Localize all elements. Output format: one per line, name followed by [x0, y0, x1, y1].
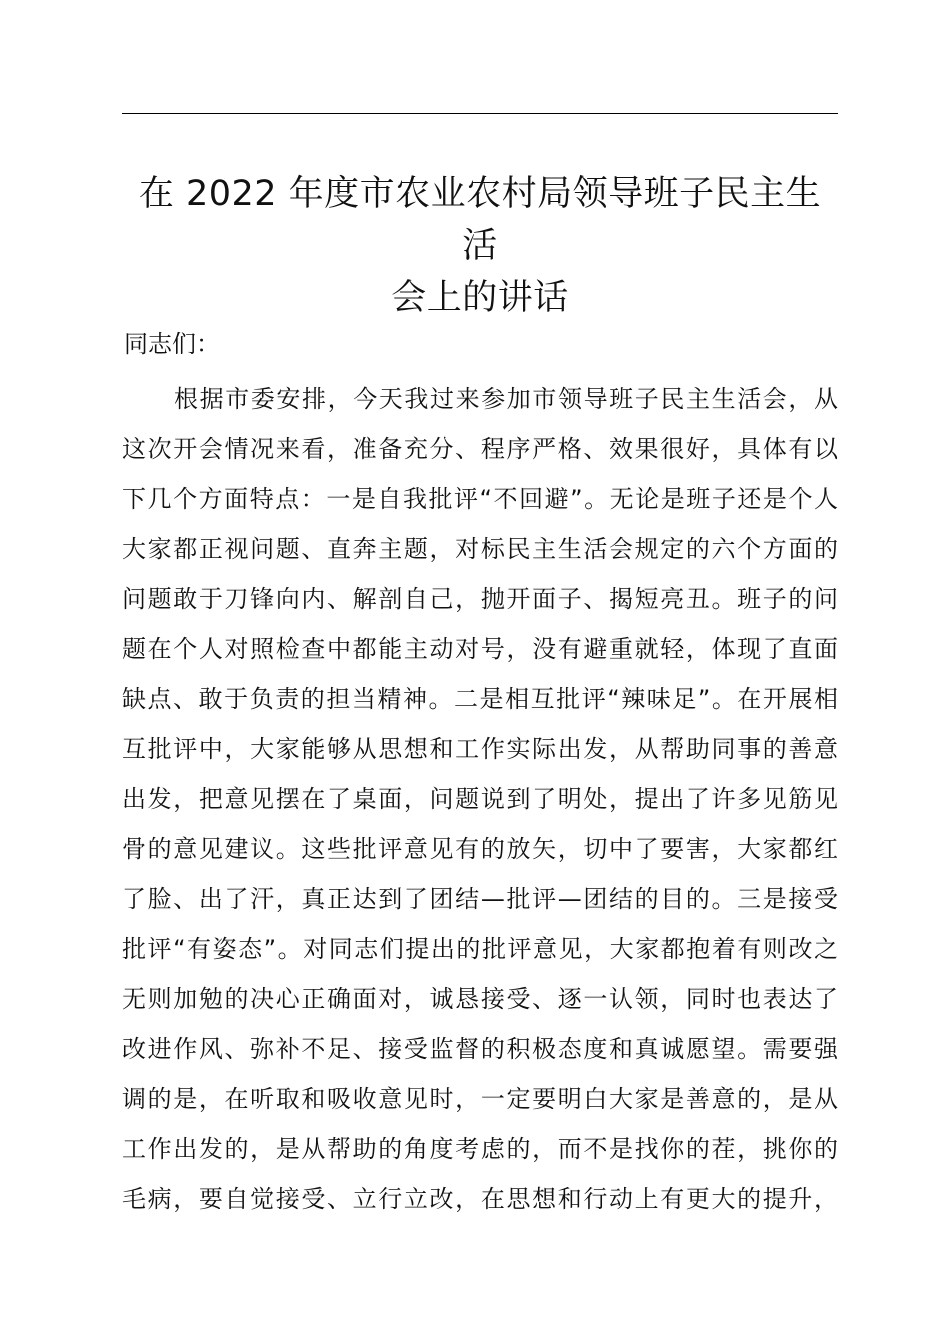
title-line-2: 会上的讲话 — [391, 278, 569, 318]
title-line-1: 在 2022 年度市农业农村局领导班子民主生活 — [138, 174, 822, 266]
body-line: 调的是，在听取和吸收意见时，一定要明白大家是善意的，是从 — [122, 1085, 838, 1113]
body-line: 互批评中，大家能够从思想和工作实际出发，从帮助同事的善意 — [122, 735, 838, 763]
document-title — [122, 168, 838, 324]
salutation: 同志们： — [124, 330, 220, 358]
body-line: 下几个方面特点：一是自我批评“不回避”。无论是班子还是个人 — [122, 485, 838, 513]
body-line: 问题敢于刀锋向内、解剖自己，抛开面子、揭短亮丑。班子的问 — [122, 585, 838, 613]
body-line: 题在个人对照检查中都能主动对号，没有避重就轻，体现了直面 — [122, 635, 838, 663]
body-line: 大家都正视问题、直奔主题，对标民主生活会规定的六个方面的 — [122, 535, 838, 563]
body-line: 缺点、敢于负责的担当精神。二是相互批评“辣味足”。在开展相 — [122, 685, 838, 713]
body-line: 无则加勉的决心正确面对，诚恳接受、逐一认领，同时也表达了 — [122, 985, 838, 1013]
body-line: 根据市委安排，今天我过来参加市领导班子民主生活会，从 — [174, 385, 838, 413]
body-line: 改进作风、弥补不足、接受监督的积极态度和真诚愿望。需要强 — [122, 1035, 838, 1063]
header-rule — [122, 113, 838, 114]
body-line: 这次开会情况来看，准备充分、程序严格、效果很好，具体有以 — [122, 435, 838, 463]
body-line: 工作出发的，是从帮助的角度考虑的，而不是找你的茬，挑你的 — [122, 1135, 838, 1163]
body-line: 毛病，要自觉接受、立行立改，在思想和行动上有更大的提升， — [122, 1185, 838, 1213]
body-line: 了脸、出了汗，真正达到了团结—批评—团结的目的。三是接受 — [122, 885, 838, 913]
speech-body — [122, 374, 838, 1224]
body-line: 骨的意见建议。这些批评意见有的放矢，切中了要害，大家都红 — [122, 835, 838, 863]
body-line: 出发，把意见摆在了桌面，问题说到了明处，提出了许多见筋见 — [122, 785, 838, 813]
body-line: 批评“有姿态”。对同志们提出的批评意见，大家都抱着有则改之 — [122, 935, 838, 963]
